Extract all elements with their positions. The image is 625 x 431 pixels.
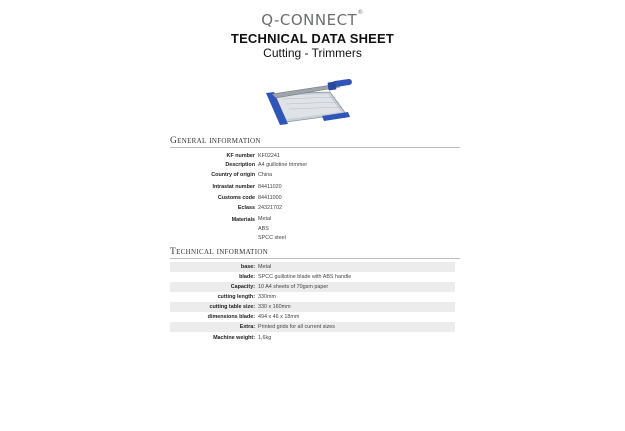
tech-row-capacity bbox=[170, 282, 455, 292]
row-key: cutting table size: bbox=[209, 304, 255, 310]
row-key: blade: bbox=[239, 274, 255, 280]
row-value: 1,6kg bbox=[258, 335, 272, 341]
row-value: 330 x 160mm bbox=[258, 304, 291, 310]
brand-name: Q-CONNECT bbox=[261, 11, 358, 29]
row-value: China bbox=[258, 172, 273, 178]
tech-row-dimensions-blade bbox=[170, 312, 455, 322]
tech-row-cutting-length bbox=[170, 292, 455, 302]
row-key: Intrastat number bbox=[212, 184, 255, 190]
general-information-heading-text: General information bbox=[170, 136, 261, 146]
row-value: 84411000 bbox=[258, 195, 282, 201]
row-key: Country of origin bbox=[211, 172, 255, 178]
row-value: 330mm bbox=[258, 294, 276, 300]
tech-row-cutting-table-size bbox=[170, 302, 455, 312]
materials-list bbox=[258, 215, 286, 244]
row-key: dimensions blade: bbox=[207, 314, 255, 320]
material-item: Metal bbox=[258, 216, 272, 222]
technical-information-heading bbox=[170, 247, 460, 259]
row-key: Machine weight: bbox=[213, 335, 255, 341]
tech-row-extra bbox=[170, 322, 455, 332]
general-row-customs-code bbox=[170, 193, 455, 203]
row-value: KF02241 bbox=[258, 153, 280, 159]
row-key: base: bbox=[240, 264, 255, 270]
row-value: 84411020 bbox=[258, 184, 282, 190]
row-key: Eclass bbox=[237, 205, 255, 211]
row-value: Metal bbox=[258, 264, 272, 270]
product-image bbox=[258, 72, 358, 132]
row-value: 10 A4 sheets of 70gsm paper bbox=[258, 284, 329, 290]
tech-row-machine-weight bbox=[170, 333, 455, 343]
tech-row-base bbox=[170, 262, 455, 272]
row-key: Customs code bbox=[217, 195, 255, 201]
row-value: 494 x 46 x 18mm bbox=[258, 314, 300, 320]
general-row-description bbox=[170, 160, 455, 170]
general-row-country-of-origin bbox=[170, 170, 455, 180]
brand-logo bbox=[0, 11, 625, 29]
materials-key: Materials bbox=[231, 217, 255, 223]
row-key: Description bbox=[225, 162, 255, 168]
row-value: Printed grids for all current sizes bbox=[258, 324, 335, 330]
row-key: KF number bbox=[226, 153, 255, 159]
general-information-heading bbox=[170, 136, 460, 148]
row-key: Capacity: bbox=[230, 284, 255, 290]
row-value: SPCC guillotine blade with ABS handle bbox=[258, 274, 352, 280]
general-row-intrastat-number bbox=[170, 182, 455, 192]
registered-mark: ® bbox=[357, 9, 364, 16]
tech-row-blade bbox=[170, 272, 455, 282]
technical-information-heading-text: Technical information bbox=[170, 247, 269, 257]
document-subtitle: Cutting - Trimmers bbox=[263, 46, 362, 60]
general-row-eclass bbox=[170, 203, 455, 213]
row-value: A4 guillotine trimmer bbox=[258, 162, 308, 168]
material-item: ABS bbox=[258, 225, 269, 232]
row-key: cutting length: bbox=[217, 294, 255, 300]
material-item: SPCC steel bbox=[258, 235, 286, 241]
row-value: 24321702 bbox=[258, 205, 282, 211]
document-title: TECHNICAL DATA SHEET bbox=[230, 31, 395, 46]
row-key: Extra: bbox=[239, 324, 255, 330]
